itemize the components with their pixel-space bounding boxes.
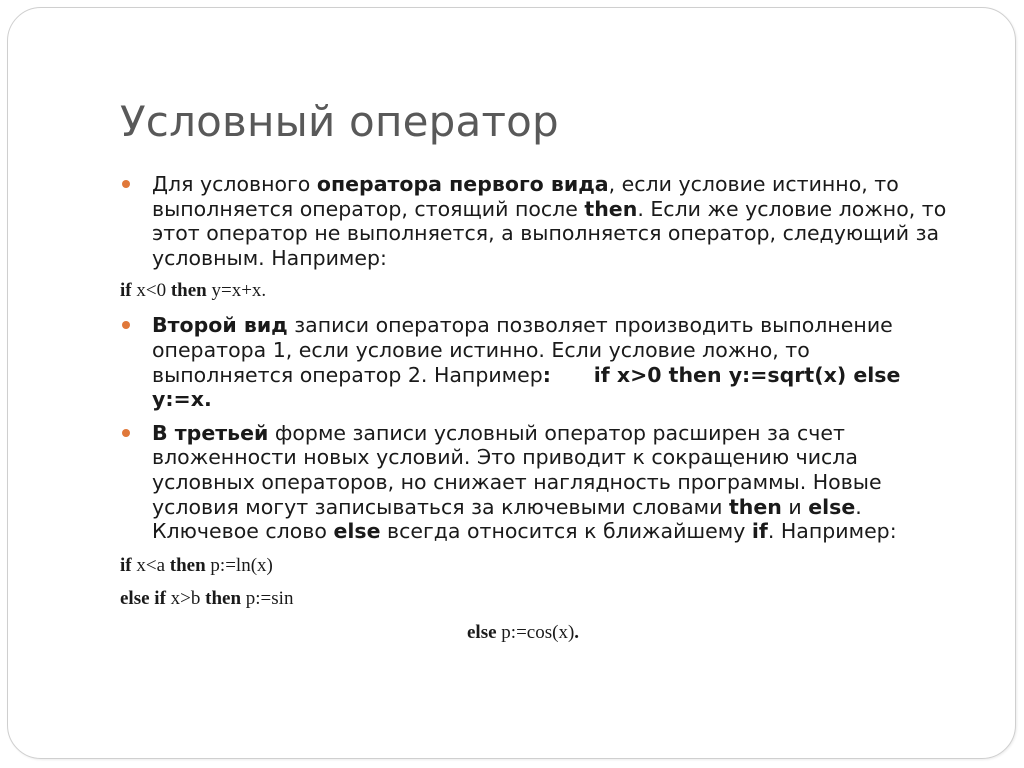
bullet-text: всегда относится к ближайшему — [380, 519, 752, 544]
code-text: x<0 — [131, 280, 171, 302]
code-text: y=x+x. — [206, 280, 267, 302]
bullet-text: форме записи условный оператор расширен за счет вложенности новых условий. Это приводит к сокращению числа условных операторов, но снижает наглядность программы. Новые условия могут записываться за ключевыми словами — [152, 420, 882, 519]
code-example-2 — [120, 554, 950, 578]
keyword-then: then — [170, 280, 207, 302]
keyword-else: else — [467, 621, 497, 643]
slide-title: Условный оператор — [120, 97, 559, 146]
bullet-text: , если условие истинно, то выполняется оператор, стоящий после — [152, 172, 899, 221]
code-period: . — [574, 621, 580, 643]
keyword-then: then — [205, 587, 242, 609]
bullet-bold-text: В третьей — [152, 420, 269, 445]
keyword-then: then — [584, 196, 638, 221]
keyword-else-if: else if — [120, 587, 166, 609]
keyword-if: if — [120, 280, 132, 302]
bullet-dot-icon — [122, 429, 130, 437]
code-text: x<a — [131, 554, 170, 576]
code-text: x>b — [165, 587, 206, 609]
code-example-4 — [120, 621, 950, 645]
slide — [7, 7, 1016, 759]
keyword-if: if — [751, 519, 768, 544]
bullet-code-example: : if x>0 then y:=sqrt(x) else y:=x. — [152, 362, 908, 412]
bullet-text: . Если же условие ложно, то этот оператор не выполняется, а выполняется оператор, следующий за условным. Например: — [152, 196, 947, 270]
code-example-1 — [120, 279, 950, 303]
keyword-then: then — [728, 494, 782, 519]
keyword-if: if — [120, 554, 132, 576]
code-text: p:=sin — [241, 587, 294, 609]
bullet-text: . Ключевое слово — [152, 494, 862, 544]
code-text: p:=ln(x) — [205, 554, 273, 576]
bullet-second-form — [120, 313, 950, 411]
bullet-dot-icon — [122, 180, 130, 188]
bullet-bold-text: оператора первого вида — [316, 172, 609, 196]
bullet-first-form — [120, 172, 950, 270]
bullet-bold-text: Второй вид — [152, 313, 288, 338]
keyword-then: then — [169, 554, 206, 576]
code-example-3 — [120, 587, 950, 611]
keyword-else: else — [333, 519, 381, 544]
bullet-text: Для условного — [152, 172, 317, 196]
bullet-text: записи оператора позволяет производить выполнение оператора 1, если условие истинно. Если условие ложно, то выполняется оператор 2. Например — [152, 313, 893, 387]
bullet-dot-icon — [122, 321, 130, 329]
bullet-text: и — [781, 494, 809, 519]
slide-body — [120, 172, 950, 645]
bullet-text: . Например: — [767, 519, 897, 544]
code-text: p:=cos(x) — [496, 621, 575, 643]
bullet-third-form — [120, 421, 950, 544]
keyword-else: else — [808, 494, 856, 519]
